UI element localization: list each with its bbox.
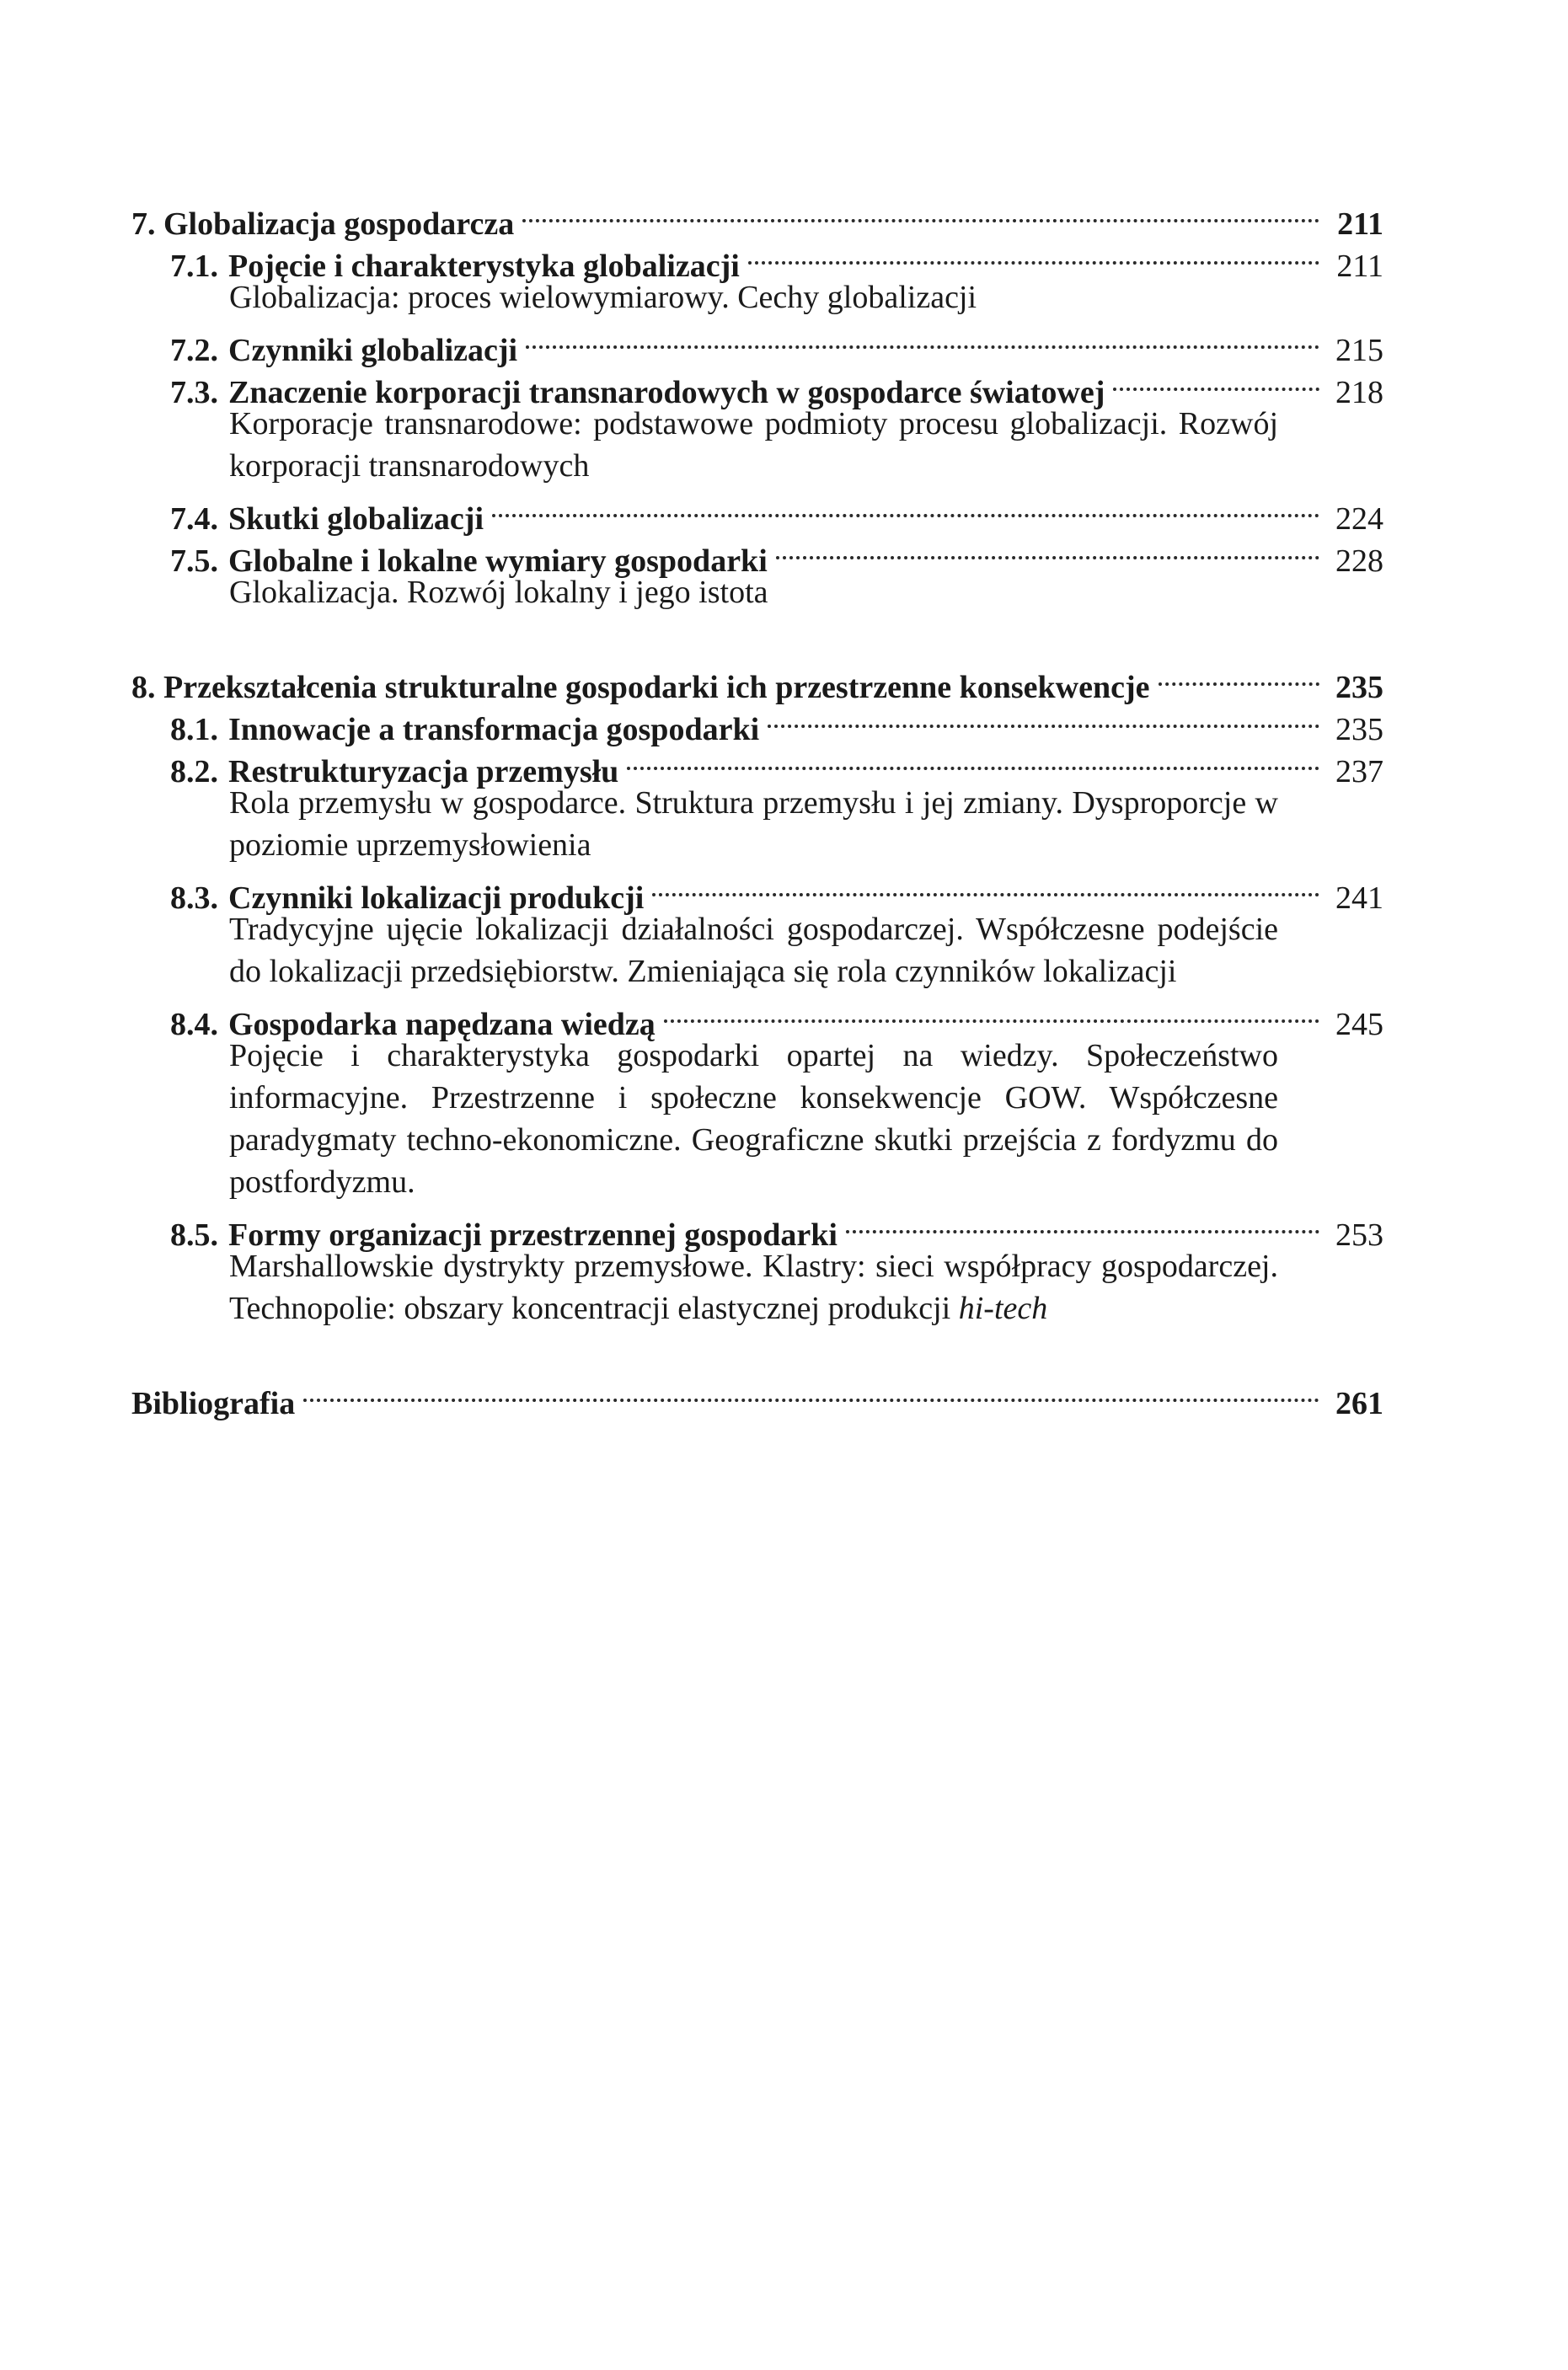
dot-leader [303,1372,1319,1414]
section-number: 8.1. [170,712,218,747]
toc-section[interactable] [131,487,1383,537]
section-title: Pojęcie i charakterystyka globalizacji [228,249,740,284]
page-number: 218 [1335,375,1383,410]
dot-leader [627,740,1319,782]
dot-leader [1159,655,1320,698]
section-description: Glokalizacja. Rozwój lokalny i jego istota [229,575,768,610]
chapter-title: 7. Globalizacja gospodarcza [131,206,515,242]
section-title: Globalne i lokalne wymiary gospodarki [228,543,768,579]
section-title: Znaczenie korporacji transnarodowych w gospodarce światowej [228,375,1105,410]
toc-bibliography[interactable] [131,1372,1383,1421]
section-description: Korporacje transnarodowe: podstawowe podmioty procesu globalizacji. Rozwój korporacji transnarodowych [229,406,1278,484]
section-number: 8.4. [170,1007,218,1042]
page-number: 211 [1336,249,1383,284]
toc-chapter[interactable] [131,192,1383,242]
page-number: 228 [1335,543,1383,579]
section-title: Gospodarka napędzana wiedzą [228,1007,656,1042]
chapter-title: Bibliografia [131,1386,296,1421]
page-number: 241 [1335,880,1383,916]
dot-leader [748,234,1319,276]
page-number: 235 [1335,670,1383,705]
dot-leader [664,992,1319,1035]
toc-chapter[interactable] [131,655,1383,705]
section-description: Pojęcie i charakterystyka gospodarki opartej na wiedzy. Społeczeństwo informacyjne. Przestrzenne i społeczne konsekwencje GOW. Współczesne paradygmaty techno-ekonomiczne. Geograficzne skutki przejścia z fordyzmu do postfordyzmu. [229,1038,1278,1200]
section-number: 7.1. [170,249,218,284]
section-description [131,1245,1278,1329]
section-number: 7.5. [170,543,218,579]
section-title: Czynniki globalizacji [228,333,518,368]
chapter-spacer [131,1329,1383,1372]
page-number: 215 [1335,333,1383,368]
section-description-text: Marshallowskie dystrykty przemysłowe. Klastry: sieci współpracy gospodarczej. Technopolie: obszary koncentracji elastycznej produkcji [229,1249,1278,1326]
dot-leader [526,318,1319,361]
section-number: 7.3. [170,375,218,410]
page-number: 224 [1335,501,1383,537]
page-number: 235 [1335,712,1383,747]
dot-leader [768,698,1319,740]
dot-leader [1113,361,1319,403]
section-title: Skutki globalizacji [228,501,484,537]
section-description-italic: hi-tech [958,1291,1048,1326]
dot-leader [652,866,1319,908]
section-number: 8.3. [170,880,218,916]
page-number: 253 [1335,1217,1383,1253]
dot-leader [522,192,1319,234]
section-title: Restrukturyzacja przemysłu [228,754,619,789]
table-of-contents [131,192,1383,1421]
page-number: 261 [1335,1386,1383,1421]
toc-section[interactable] [131,992,1383,1042]
toc-section[interactable] [131,318,1383,368]
section-description: Tradycyjne ujęcie lokalizacji działalności gospodarczej. Współczesne podejście do lokalizacji przedsiębiorstw. Zmieniająca się rola czynników lokalizacji [229,912,1278,989]
toc-section[interactable] [131,866,1383,916]
page-number: 211 [1337,206,1383,242]
toc-section[interactable] [131,1203,1383,1253]
page-number: 237 [1335,754,1383,789]
section-title: Innowacje a transformacja gospodarki [228,712,760,747]
section-number: 7.4. [170,501,218,537]
chapter-spacer [131,613,1383,655]
section-title: Czynniki lokalizacji produkcji [228,880,645,916]
section-number: 7.2. [170,333,218,368]
section-description: Rola przemysłu w gospodarce. Struktura przemysłu i jej zmiany. Dysproporcje w poziomie uprzemysłowienia [229,785,1278,863]
chapter-title: 8. Przekształcenia strukturalne gospodarki ich przestrzenne konsekwencje [131,670,1150,705]
section-title: Formy organizacji przestrzennej gospodarki [228,1217,838,1253]
section-description: Globalizacja: proces wielowymiarowy. Cechy globalizacji [229,280,977,315]
dot-leader [492,487,1319,529]
dot-leader [776,529,1319,571]
section-number: 8.2. [170,754,218,789]
dot-leader [846,1203,1319,1245]
section-number: 8.5. [170,1217,218,1253]
page-number: 245 [1335,1007,1383,1042]
